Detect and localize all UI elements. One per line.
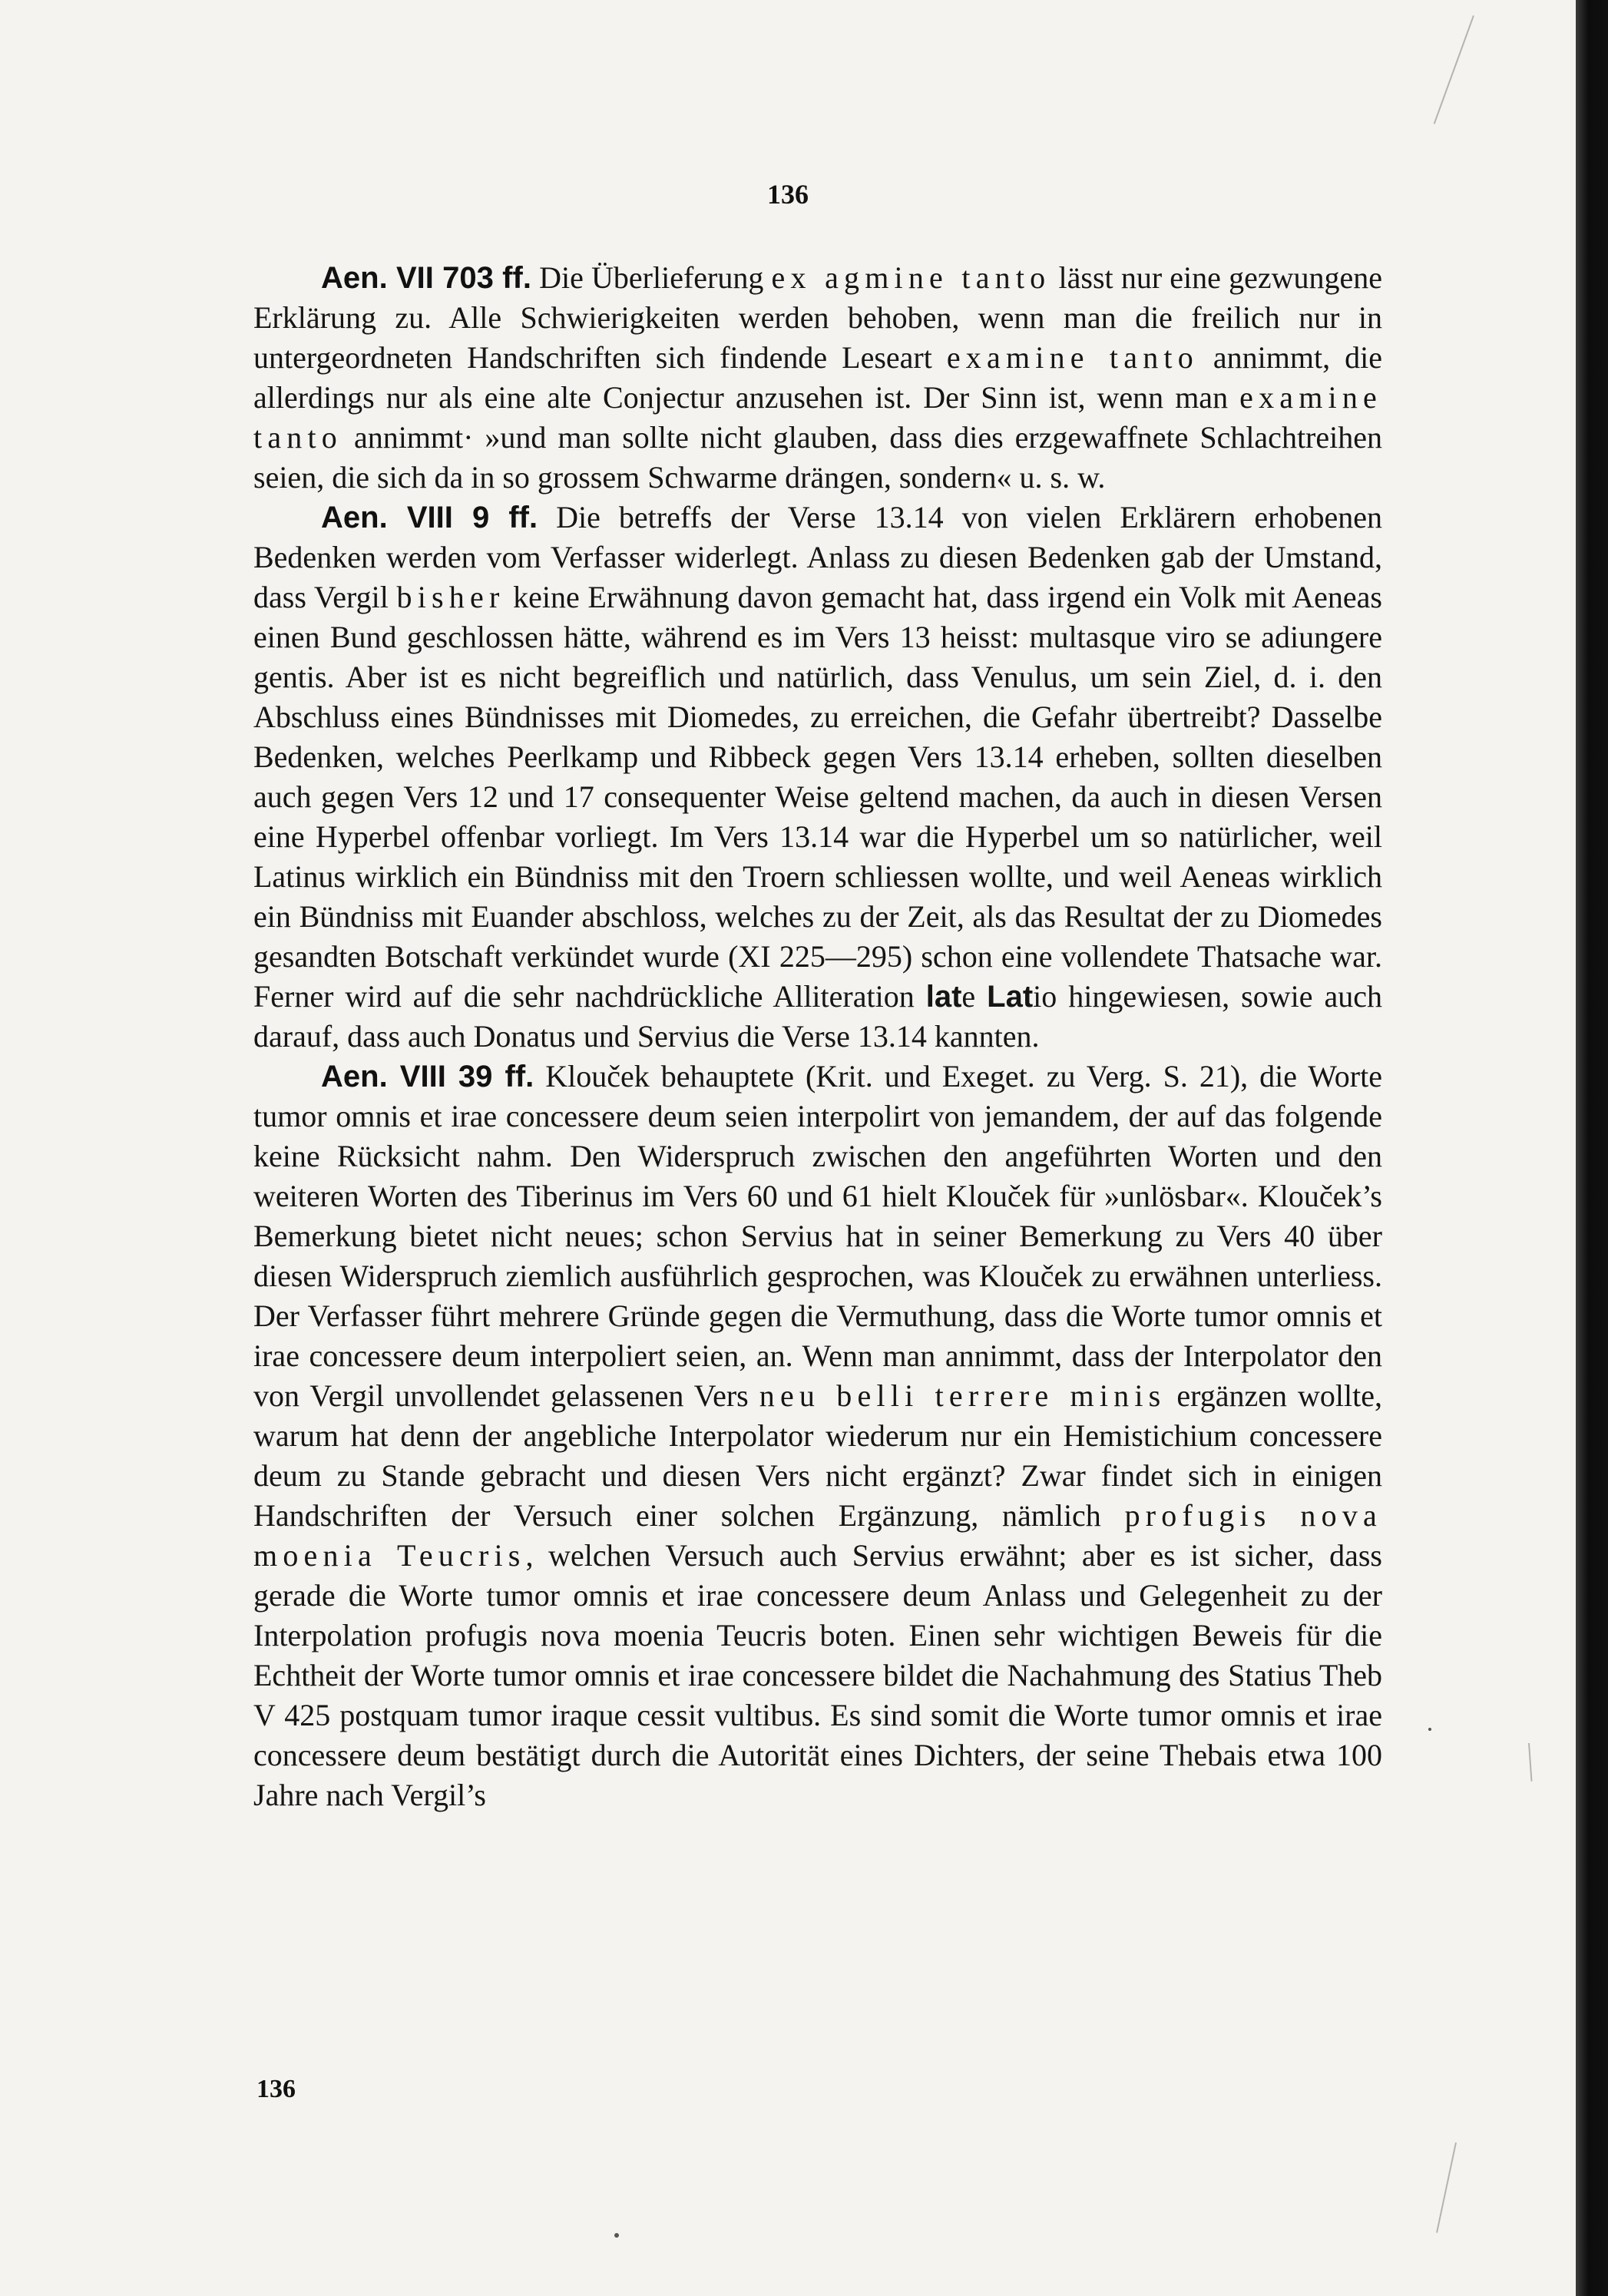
spaced-text: ex agmine tanto [771,260,1051,295]
entry-heading: Aen. VIII 9 ff. [321,501,538,534]
paper-scratch [1434,15,1474,124]
entry-heading: Aen. VII 703 ff. [321,261,531,295]
entry-heading: Aen. VIII 39 ff. [321,1060,534,1093]
text-run: ergänzen wollte, warum hat denn der angebliche Interpolator wiederum nur ein Hemistichium concessere deum zu Stande gebracht und diesen Vers nicht ergänzt? Zwar findet sich in einigen Handschriften der Versuch einer solchen Ergänzung, nämlich [253,1378,1382,1533]
text-run: Die betreffs der Verse 13.14 von vielen Erklärern erhobenen Bedenken werden vom Verfasser widerlegt. Anlass zu diesen Bedenken gab der Umstand, dass Vergil [253,500,1382,614]
entry-aen-viii-39 [253,1057,1382,1815]
spaced-text: profugis nova moenia Teucris [253,1498,1382,1573]
text-run: lässt nur eine gezwungene Erklärung zu. Alle Schwierigkeiten werden behoben, wenn man die freilich nur in untergeordneten Handschriften sich findende Leseart [253,260,1382,375]
text-run: , welchen Versuch auch Servius erwähnt; aber es ist sicher, dass gerade die Worte tumor omnis et irae concessere deum Anlass und Gelegenheit zu der Interpolation profugis nova moenia Teucris boten. Einen sehr wichtigen Beweis für die Echtheit der Worte tumor omnis et irae concessere bildet die Nachahmung des Statius Theb V 425 postquam tumor iraque cessit vultibus. Es sind somit die Worte tumor omnis et irae concessere deum bestätigt durch die Autorität eines Dichters, der seine Thebais etwa 100 Jahre nach Vergil’s [253,1538,1382,1812]
text-run: annimmt, die allerdings nur als eine alte Conjectur anzusehen ist. Der Sinn ist, wenn man [253,340,1383,415]
page-number-top: 136 [767,179,809,210]
scan-edge [1576,0,1608,2296]
text-run: annimmt· »und man sollte nicht glauben, dass dies erzgewaffnete Schlachtreihen seien, die sich da in so grossem Schwarme drängen, sondern« u. s. w. [253,420,1382,495]
text-run: e [961,979,988,1014]
text-run: Klouček behauptete (Krit. und Exeget. zu Verg. S. 21), die Worte tumor omnis et irae concessere deum seien interpolirt von jemandem, der auf das folgende keine Rücksicht nahm. Den Widerspruch zwischen den angeführten Worten und den weiteren Worten des Tiberinus im Vers 60 und 61 hielt Klouček für »unlösbar«. Klouček’s Bemerkung bietet nicht neues; schon Servius hat in seiner Bemerkung zu Vers 40 über diesen Widerspruch ziemlich ausführlich gesprochen, was Klouček zu erwähnen unterliess. Der Verfasser führt mehrere Gründe gegen die Vermuthung, dass die Worte tumor omnis et irae concessere deum interpoliert seien, an. Wenn man annimmt, dass der Interpolator den von Vergil unvollendet gelassenen Vers [253,1059,1382,1413]
entry-aen-viii-9 [253,498,1382,1057]
paper-scratch [1436,2142,1457,2233]
text-run: keine Erwähnung davon gemacht hat, dass irgend ein Volk mit Aeneas einen Bund geschlossen hätte, während es im Vers 13 heisst: multasque viro se adiungere gentis. Aber ist es nicht begreiflich und natürlich, dass Venulus, um sein Ziel, d. i. den Abschluss eines Bündnisses mit Diomedes, zu erreichen, die Gefahr übertreibt? Dasselbe Bedenken, welches Peerlkamp und Ribbeck gegen Vers 13.14 erheben, sollten dieselben auch gegen Vers 12 und 17 consequenter Weise geltend machen, da auch in diesen Versen eine Hyperbel offenbar vorliegt. Im Vers 13.14 war die Hyperbel um so natürlicher, weil Latinus wirklich ein Bündniss mit den Troern schliessen wollte, und weil Aeneas wirklich ein Bündniss mit Euander abschloss, welches zu der Zeit, als das Resultat der zu Diomedes gesandten Botschaft verkündet wurde (XI 225—295) schon eine vollendete Thatsache war. Ferner wird auf die sehr nachdrückliche Alliteration [253,580,1383,1014]
page-number-bottom: 136 [256,2075,296,2103]
entry-aen-vii-703 [253,258,1382,498]
paper-scratch [1528,1743,1532,1782]
spaced-text: neu belli terrere minis [759,1378,1166,1413]
alliteration-emphasis: Lat [987,980,1034,1014]
alliteration-emphasis: lat [925,980,962,1014]
spaced-text: examine tanto [946,340,1199,375]
body-text [253,258,1382,1815]
text-run: io hingewiesen, sowie auch darauf, dass auch Donatus und Servius die Verse 13.14 kannten. [253,979,1382,1054]
spaced-text: bisher [396,580,505,614]
text-run: Die Überlieferung [531,260,772,295]
dust-speck [1428,1728,1431,1731]
spaced-text: examine tanto [253,380,1382,455]
dust-speck [614,2233,619,2238]
